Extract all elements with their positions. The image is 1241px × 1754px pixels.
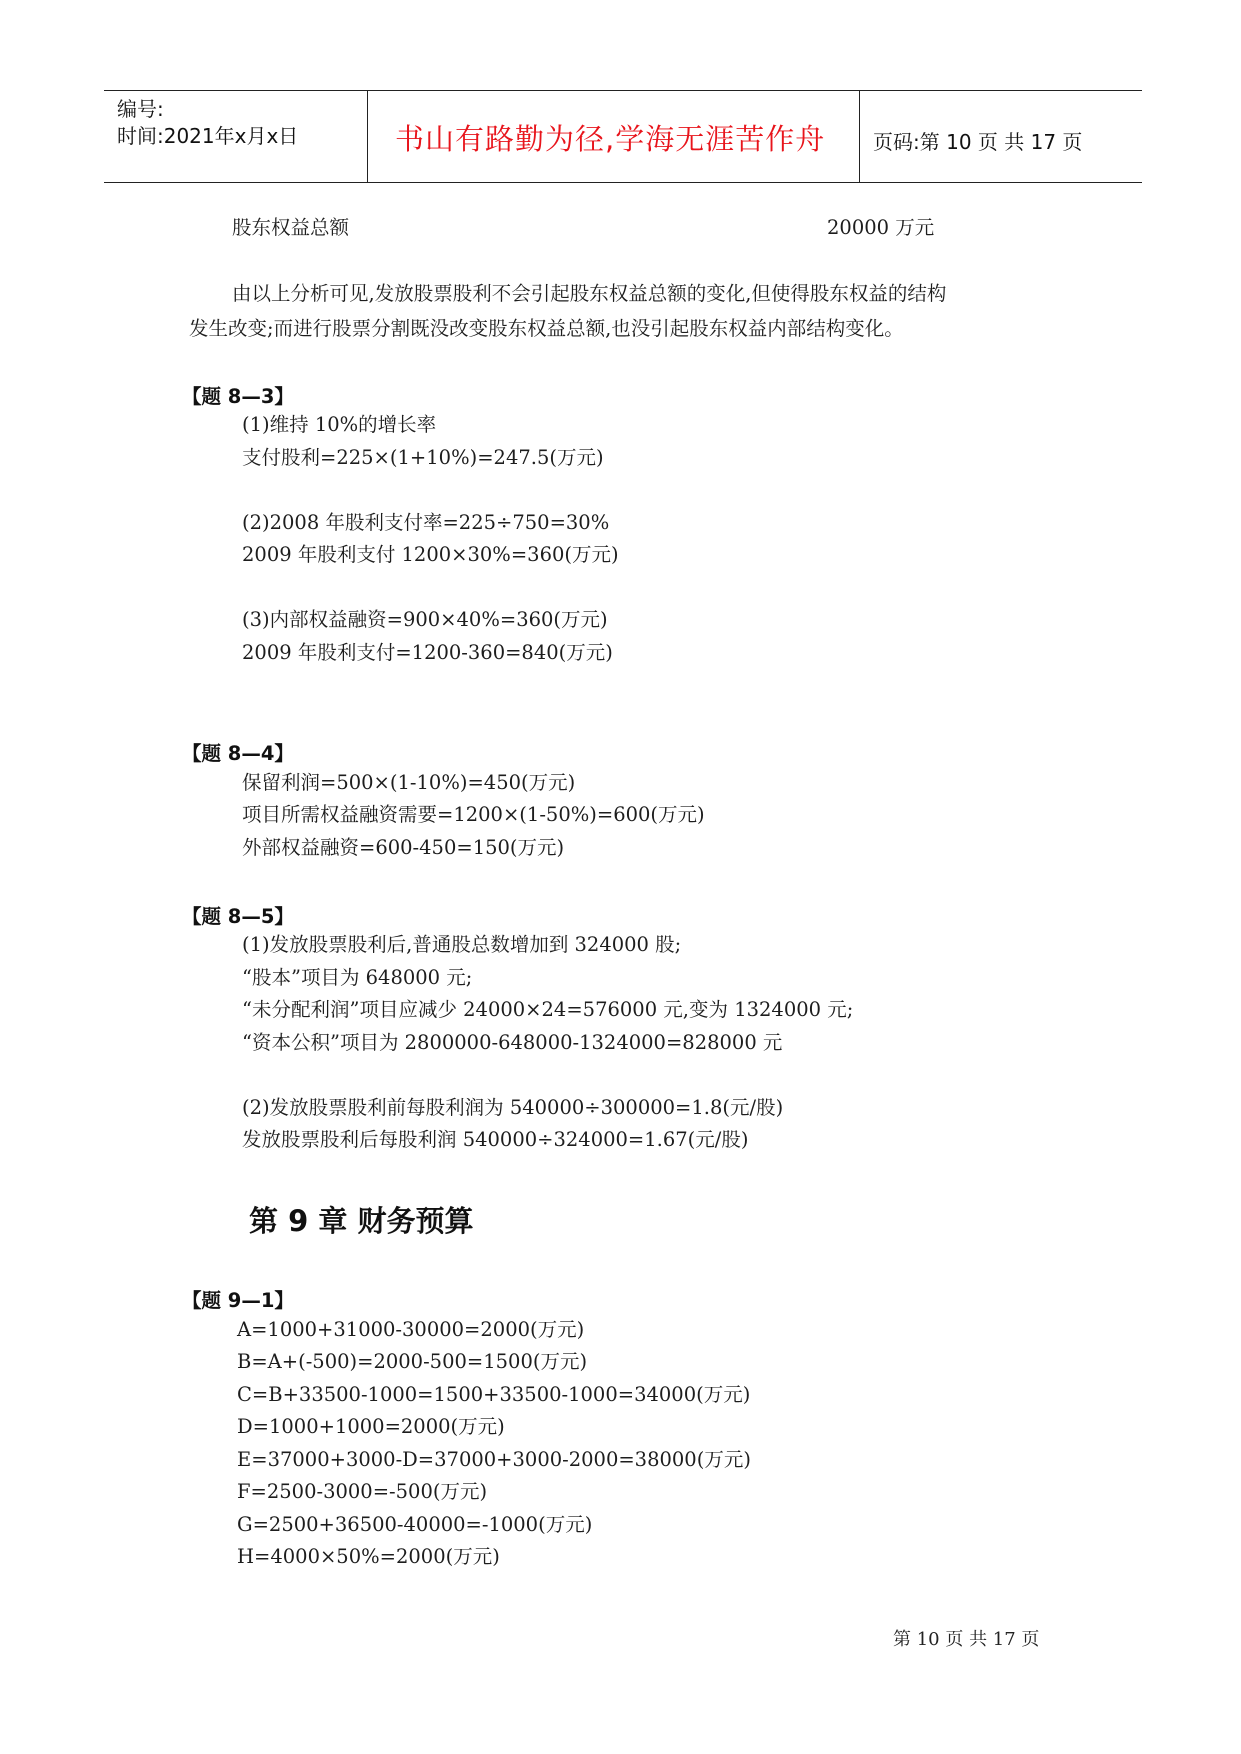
equity-total-value: 20000 万元 [827,216,935,239]
question-8-4-title: 【题 8—4】 [182,742,294,765]
q8-5-line: (1)发放股票股利后,普通股总数增加到 324000 股; [242,933,682,956]
question-9-1-title: 【题 9—1】 [182,1289,294,1312]
q8-4-line: 保留利润=500×(1-10%)=450(万元) [242,771,576,794]
analysis-line-2: 发生改变;而进行股票分割既没改变股东权益总额,也没引起股东权益内部结构变化。 [189,317,904,340]
equity-total-label: 股东权益总额 [232,216,350,239]
q8-4-line: 外部权益融资=600-450=150(万元) [242,836,565,859]
header-divider-left [367,90,368,183]
q8-5-line: (2)发放股票股利前每股利润为 540000÷300000=1.8(元/股) [242,1096,784,1119]
q8-5-line: “未分配利润”项目应减少 24000×24=576000 元,变为 1324000 元; [242,998,854,1021]
q9-1-line: G=2500+36500-40000=-1000(万元) [237,1513,593,1536]
header-top-rule [104,90,1142,91]
q8-3-line: 支付股利=225×(1+10%)=247.5(万元) [242,446,604,469]
q9-1-line: C=B+33500-1000=1500+33500-1000=34000(万元) [237,1383,751,1406]
header-time-label: 时间:2021年x月x日 [117,124,299,148]
header-page-label: 页码:第 10 页 共 17 页 [873,130,1083,154]
header-number-label: 编号: [117,97,164,121]
header-motto: 书山有路勤为径,学海无涯苦作舟 [395,122,826,156]
header-divider-right [859,90,860,183]
q8-3-line: (3)内部权益融资=900×40%=360(万元) [242,608,608,631]
q9-1-line: A=1000+31000-30000=2000(万元) [237,1318,585,1341]
q8-5-line: “股本”项目为 648000 元; [242,966,473,989]
q9-1-line: H=4000×50%=2000(万元) [237,1545,500,1568]
q9-1-line: B=A+(-500)=2000-500=1500(万元) [237,1350,588,1373]
question-8-5-title: 【题 8—5】 [182,905,294,928]
chapter-9-heading: 第 9 章 财务预算 [249,1204,474,1238]
q8-3-line: (1)维持 10%的增长率 [242,413,437,436]
question-8-3-title: 【题 8—3】 [182,385,294,408]
analysis-line-1: 由以上分析可见,发放股票股利不会引起股东权益总额的变化,但使得股东权益的结构 [232,282,947,305]
q9-1-line: E=37000+3000-D=37000+3000-2000=38000(万元) [237,1448,751,1471]
q8-3-line: 2009 年股利支付 1200×30%=360(万元) [242,543,619,566]
q9-1-line: D=1000+1000=2000(万元) [237,1415,505,1438]
q8-3-line: (2)2008 年股利支付率=225÷750=30% [242,511,610,534]
q8-5-line: 发放股票股利后每股利润 540000÷324000=1.67(元/股) [242,1128,749,1151]
header-bottom-rule [104,182,1142,183]
q9-1-line: F=2500-3000=-500(万元) [237,1480,488,1503]
footer-page-number: 第 10 页 共 17 页 [893,1629,1040,1650]
q8-3-line: 2009 年股利支付=1200-360=840(万元) [242,641,613,664]
q8-5-line: “资本公积”项目为 2800000-648000-1324000=828000 元 [242,1031,783,1054]
q8-4-line: 项目所需权益融资需要=1200×(1-50%)=600(万元) [242,803,705,826]
